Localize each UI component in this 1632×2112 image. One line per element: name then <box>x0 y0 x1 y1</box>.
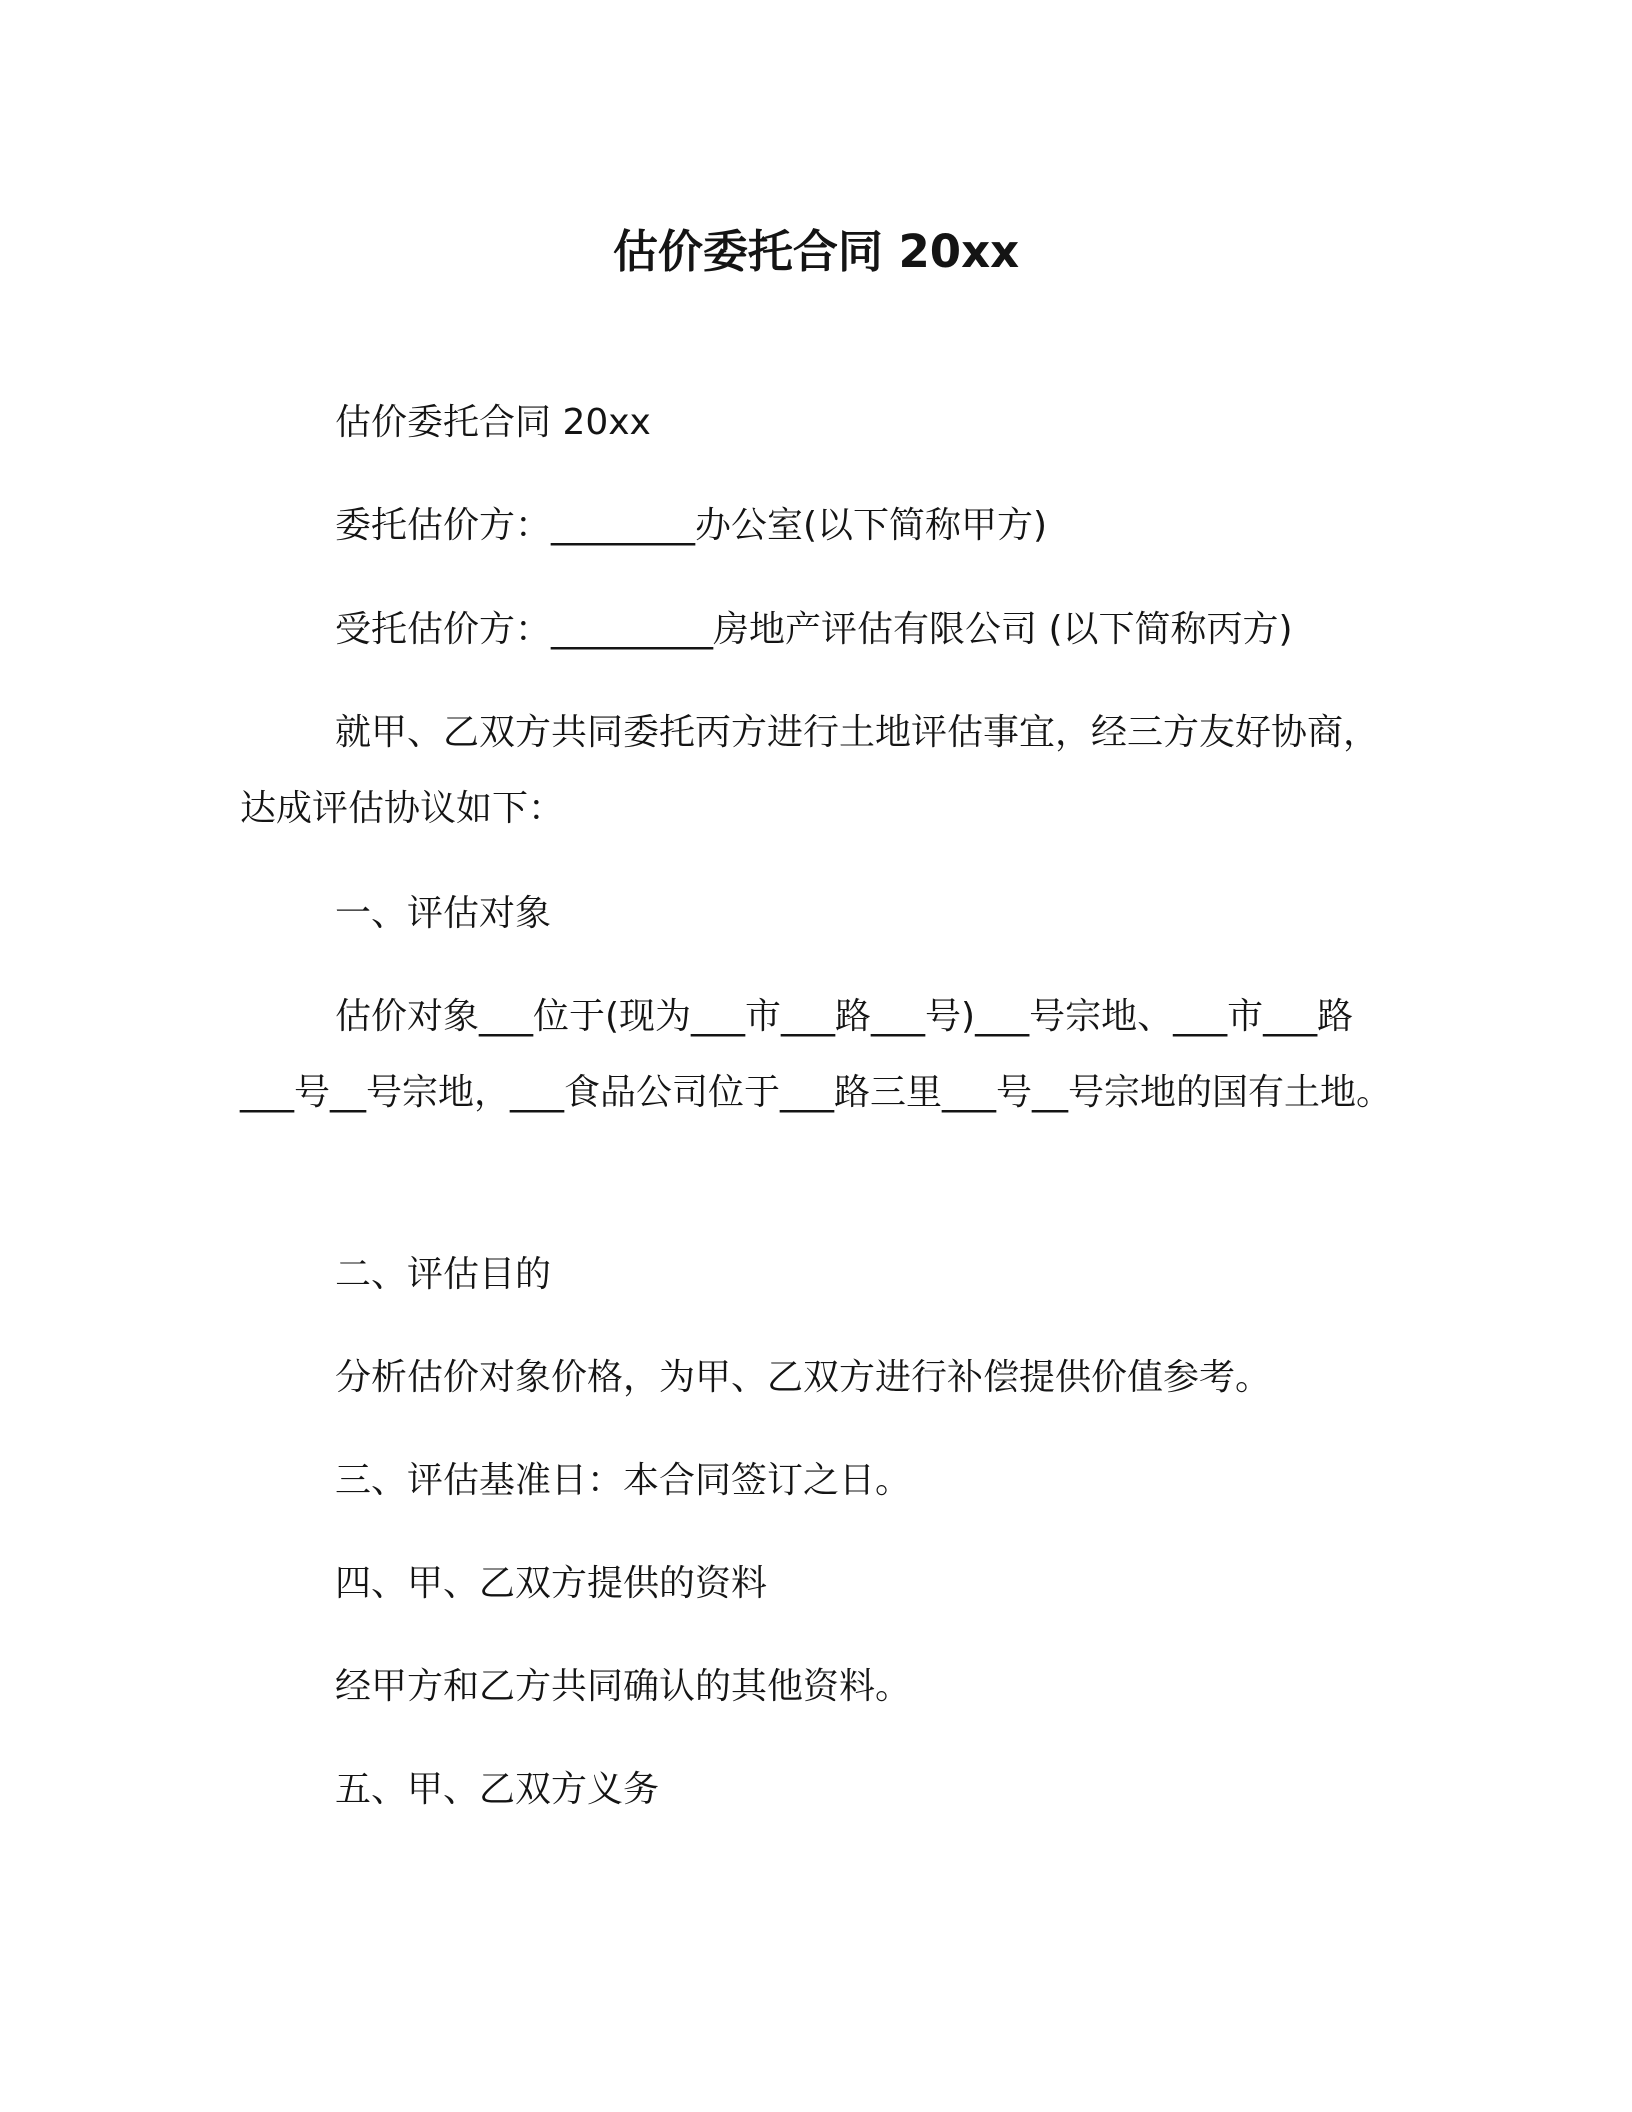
document-title: 估价委托合同 20xx <box>612 225 1020 278</box>
heading-section-4: 四、甲、乙双方提供的资料 <box>335 1563 768 1604</box>
paragraph-appraiser: 受托估价方：_________房地产评估有限公司 (以下简称丙方) <box>335 609 1293 650</box>
paragraph-section-2-body: 分析估价对象价格，为甲、乙双方进行补偿提供价值参考。 <box>335 1357 1272 1398</box>
heading-section-2: 二、评估目的 <box>335 1254 552 1295</box>
heading-section-1: 一、评估对象 <box>335 893 552 934</box>
paragraph-client: 委托估价方：________办公室(以下简称甲方) <box>335 505 1048 546</box>
paragraph-intro: 就甲、乙双方共同委托丙方进行土地评估事宜，经三方友好协商，达成评估协议如下： <box>240 712 1380 829</box>
heading-section-3: 三、评估基准日：本合同签订之日。 <box>335 1460 912 1501</box>
paragraph-section-1-body: 估价对象___位于(现为___市___路___号)___号宗地、___市___路___号__号宗地，___食品公司位于___路三里___号__号宗地的国有土地。 <box>240 996 1393 1113</box>
heading-section-5: 五、甲、乙双方义务 <box>335 1769 660 1810</box>
paragraph-section-4-body: 经甲方和乙方共同确认的其他资料。 <box>335 1666 912 1707</box>
paragraph-subtitle: 估价委托合同 20xx <box>335 402 651 443</box>
